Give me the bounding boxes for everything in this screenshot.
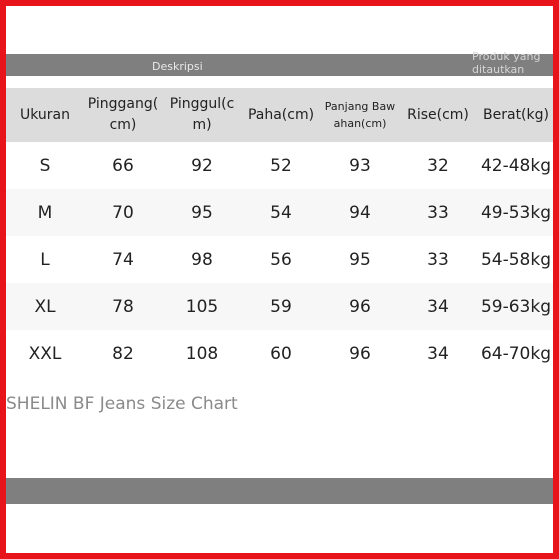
cell-thigh: 56 [270,249,292,270]
cell-hip: 98 [191,249,213,270]
table-row [6,283,553,330]
cell-hip: 95 [191,202,213,223]
tab-linked-products[interactable]: Produk yang ditautkan [472,50,541,76]
cell-waist: 82 [112,343,134,364]
header-size-label: Ukuran [19,106,70,123]
table-row [6,189,553,236]
header-weight [476,88,556,142]
header-hip-line1: Pinggul(c [169,96,235,112]
cell-size: S [39,155,51,176]
cell-hip: 108 [185,343,219,364]
cell-weight: 59-63kg [480,296,552,317]
bottom-bar [6,478,553,504]
cell-rise: 32 [427,155,449,176]
header-inseam [320,88,400,142]
cell-thigh: 52 [270,155,292,176]
header-inseam-line2: ahan(cm) [333,117,387,130]
cell-inseam: 93 [349,155,371,176]
cell-inseam: 96 [349,343,371,364]
size-chart-caption: SHELIN BF Jeans Size Chart [6,394,238,414]
header-weight-label: Berat(kg) [483,106,549,123]
table-row [6,142,553,189]
cell-thigh: 59 [270,296,292,317]
cell-waist: 74 [112,249,134,270]
cell-rise: 34 [427,343,449,364]
table-row [6,330,553,377]
header-hip-line2: m) [192,117,212,133]
cell-thigh: 60 [270,343,292,364]
header-hip [162,88,242,142]
header-thigh-label: Paha(cm) [247,106,315,123]
cell-inseam: 94 [349,202,371,223]
cell-weight: 54-58kg [480,249,552,270]
cell-inseam: 95 [349,249,371,270]
cell-size: XL [34,296,56,317]
cell-waist: 78 [112,296,134,317]
cell-waist: 70 [112,202,134,223]
cell-hip: 92 [191,155,213,176]
header-rise-label: Rise(cm) [407,106,469,123]
cell-waist: 66 [112,155,134,176]
header-inseam-line1: Panjang Baw [324,100,396,113]
header-thigh [242,88,320,142]
header-size [6,88,84,142]
table-row [6,236,553,283]
cell-weight: 42-48kg [480,155,552,176]
cell-hip: 105 [185,296,219,317]
cell-inseam: 96 [349,296,371,317]
cell-rise: 34 [427,296,449,317]
cell-weight: 64-70kg [480,343,552,364]
cell-weight: 49-53kg [480,202,552,223]
header-rise [400,88,476,142]
header-waist-line1: Pinggang( [87,96,159,112]
cell-rise: 33 [427,249,449,270]
cell-size: XXL [28,343,62,364]
tab-bar [6,50,553,76]
cell-rise: 33 [427,202,449,223]
tab-description[interactable]: Deskripsi [152,60,203,73]
header-waist [84,88,162,142]
cell-size: M [37,202,53,223]
cell-size: L [40,249,50,270]
cell-thigh: 54 [270,202,292,223]
header-waist-line2: cm) [109,117,137,133]
